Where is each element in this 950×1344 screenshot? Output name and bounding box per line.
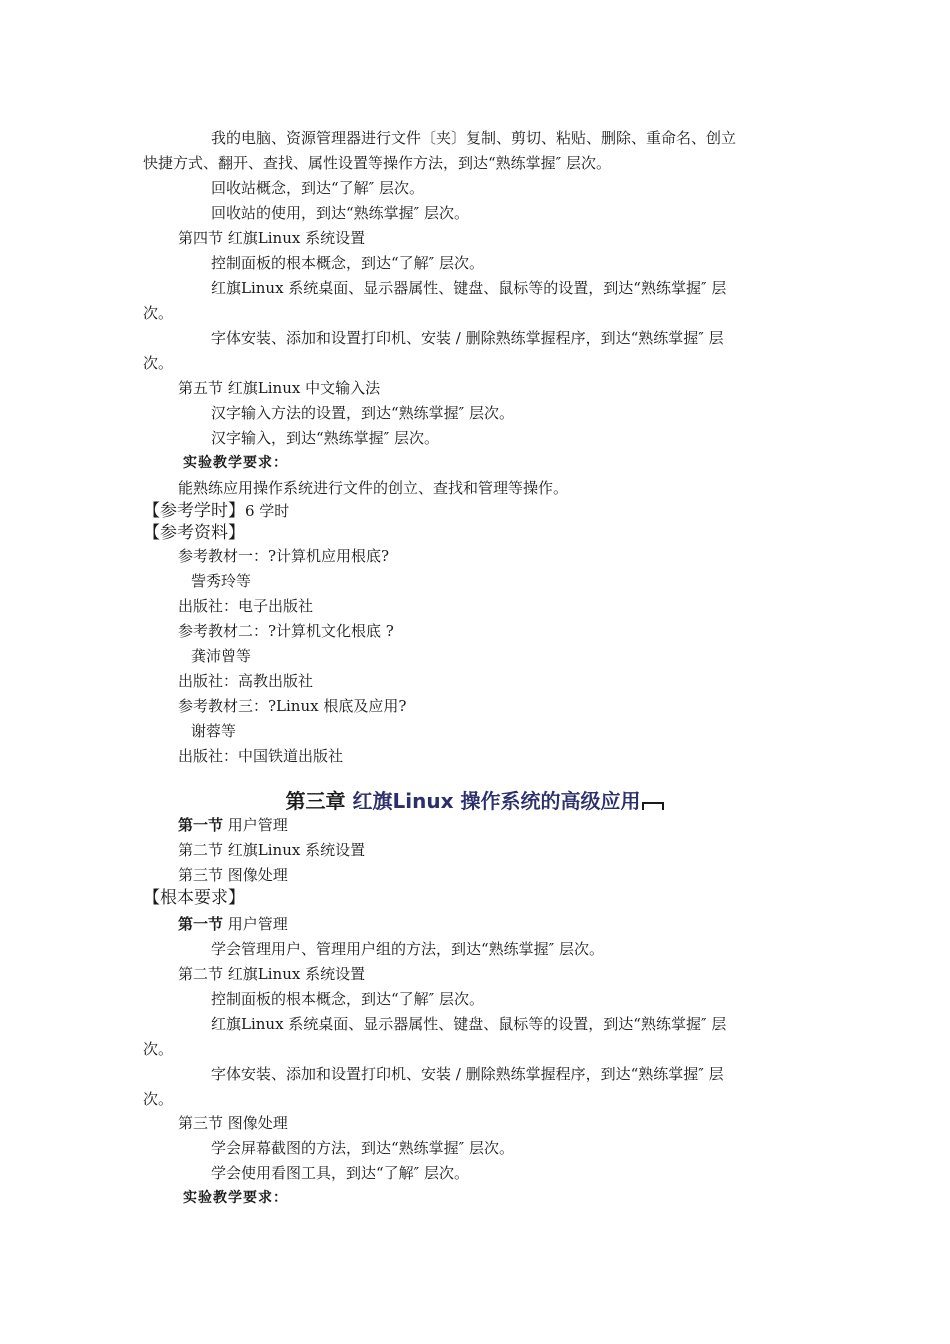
paragraph-text: 学会管理用户、管理用户组的方法，到达“熟练掌握″ 层次。 <box>211 940 605 958</box>
paragraph-text: 红旗Linux 系统桌面、显示器属性、键盘、鼠标等的设置，到达“熟练掌握″ 层 <box>211 279 727 297</box>
section-label: 用户管理 <box>223 915 288 933</box>
paragraph-text: 快捷方式、翻开、查找、属性设置等操作方法，到达“熟练掌握″ 层次。 <box>143 154 612 172</box>
paragraph-text: 回收站概念，到达“了解″ 层次。 <box>211 179 425 197</box>
requirements-heading: 【根本要求】 <box>143 888 245 908</box>
toc-item <box>178 815 288 835</box>
paragraph-text: 控制面板的根本概念，到达“了解″ 层次。 <box>211 254 485 272</box>
chapter-title <box>0 785 950 814</box>
reference-publisher: 出版社：高教出版社 <box>178 672 314 690</box>
reference-publisher: 出版社：中国铁道出版社 <box>178 747 344 765</box>
paragraph-text: 能熟练应用操作系统进行文件的创立、查找和管理等操作。 <box>178 479 569 497</box>
paragraph-text: 次。 <box>143 1090 174 1108</box>
reference-hours-label <box>143 501 289 521</box>
lab-requirements-heading: 实验教学要求： <box>183 455 288 471</box>
reference-title: 参考教材三：?Linux 根底及应用? <box>178 697 407 715</box>
toc-item: 第三节 图像处理 <box>178 866 288 884</box>
reference-author: 訾秀玲等 <box>191 572 252 590</box>
paragraph-text: 回收站的使用，到达“熟练掌握″ 层次。 <box>211 204 470 222</box>
paragraph-text: 字体安装、添加和设置打印机、安装 / 删除熟练掌握程序，到达“熟练掌握″ 层 <box>211 329 724 347</box>
reference-author: 谢蓉等 <box>191 722 237 740</box>
lab-requirements-heading: 实验教学要求： <box>183 1190 288 1206</box>
references-heading: 【参考资料】 <box>143 523 245 543</box>
toc-item: 第二节 红旗Linux 系统设置 <box>178 841 366 859</box>
paragraph-text: 我的电脑、资源管理器进行文件〔夹〕复制、剪切、粘贴、删除、重命名、创立 <box>211 129 737 147</box>
reference-publisher: 出版社：电子出版社 <box>178 597 314 615</box>
paragraph-text: 学会使用看图工具，到达“了解″ 层次。 <box>211 1164 470 1182</box>
paragraph-text: 汉字输入，到达“熟练掌握″ 层次。 <box>211 429 440 447</box>
section-heading <box>178 914 288 934</box>
section-heading: 第五节 红旗Linux 中文输入法 <box>178 379 381 397</box>
section-heading: 第三节 图像处理 <box>178 1114 288 1132</box>
reference-title: 参考教材二：?计算机文化根底 ? <box>178 622 394 640</box>
section-heading: 第四节 红旗Linux 系统设置 <box>178 229 366 247</box>
paragraph-text: 红旗Linux 系统桌面、显示器属性、键盘、鼠标等的设置，到达“熟练掌握″ 层 <box>211 1015 727 1033</box>
chapter-number: 第三章 <box>285 789 353 813</box>
paragraph-text: 学会屏幕截图的方法，到达“熟练掌握″ 层次。 <box>211 1139 515 1157</box>
bracket-heading: 【参考学时】 <box>143 501 245 521</box>
hours-value: 6 学时 <box>245 502 290 520</box>
paragraph-text: 控制面板的根本概念，到达“了解″ 层次。 <box>211 990 485 1008</box>
reference-author: 龚沛曾等 <box>191 647 252 665</box>
section-heading: 第二节 红旗Linux 系统设置 <box>178 965 366 983</box>
paragraph-text: 次。 <box>143 1040 174 1058</box>
reference-title: 参考教材一：?计算机应用根底? <box>178 547 390 565</box>
paragraph-text: 次。 <box>143 354 174 372</box>
chapter-name: 红旗Linux 操作系统的高级应用 <box>352 789 641 813</box>
section-number: 第一节 <box>178 915 224 933</box>
toc-item-number: 第一节 <box>178 816 224 834</box>
bracket-mark-icon <box>642 802 664 810</box>
paragraph-text: 字体安装、添加和设置打印机、安装 / 删除熟练掌握程序，到达“熟练掌握″ 层 <box>211 1065 724 1083</box>
toc-item-label: 用户管理 <box>223 816 288 834</box>
paragraph-text: 次。 <box>143 304 174 322</box>
paragraph-text: 汉字输入方法的设置，到达“熟练掌握″ 层次。 <box>211 404 515 422</box>
